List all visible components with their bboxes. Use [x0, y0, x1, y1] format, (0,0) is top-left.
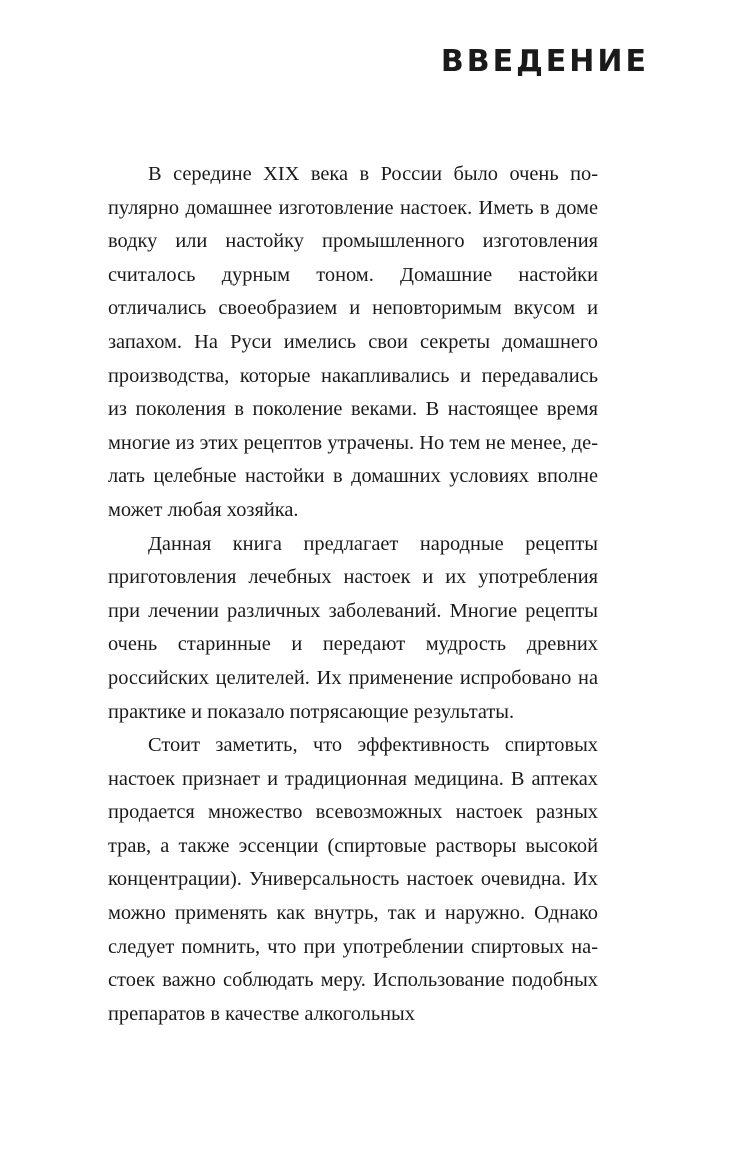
- body-text: [108, 158, 598, 1031]
- paragraph-2: Данная книга предлагает народные рецепты приготовления лечебных настоек и их употребления при лечении различных заболеваний. Многие рецепты очень старинные и передают мудрость древних российских целителей. Их применение испробовано на практике и показало потрясающие результаты.: [108, 532, 598, 723]
- chapter-title: ВВЕДЕНИЕ: [440, 44, 649, 79]
- paragraph-3: Стоит заметить, что эффективность спиртовых настоек признает и традиционная медицина. В аптеках продается множество всевозможных настоек разных трав, а также эссенции (спиртовые растворы высокой концентрации). Универсальность настоек очевидна. Их можно применять как внутрь, так и наружно. Однако следует помнить, что при употреблении спиртовых настоек важно соблюдать меру. Использование подобных препаратов в качестве алкогольных: [108, 734, 598, 1025]
- paragraph-1: В середине XIX века в России было очень популярно домашнее изготовление настоек. Иметь в доме водку или настойку промышленного изготовления считалось дурным тоном. Домашние настойки отличались своеобразием и неповторимым вкусом и запахом. На Руси имелись свои секреты домашнего производства, которые накапливались и передавались из поколения в поколение веками. В настоящее время многие из этих рецептов утрачены. Но тем не менее, делать целебные настойки в домашних условиях вполне может любая хозяйка.: [108, 163, 598, 521]
